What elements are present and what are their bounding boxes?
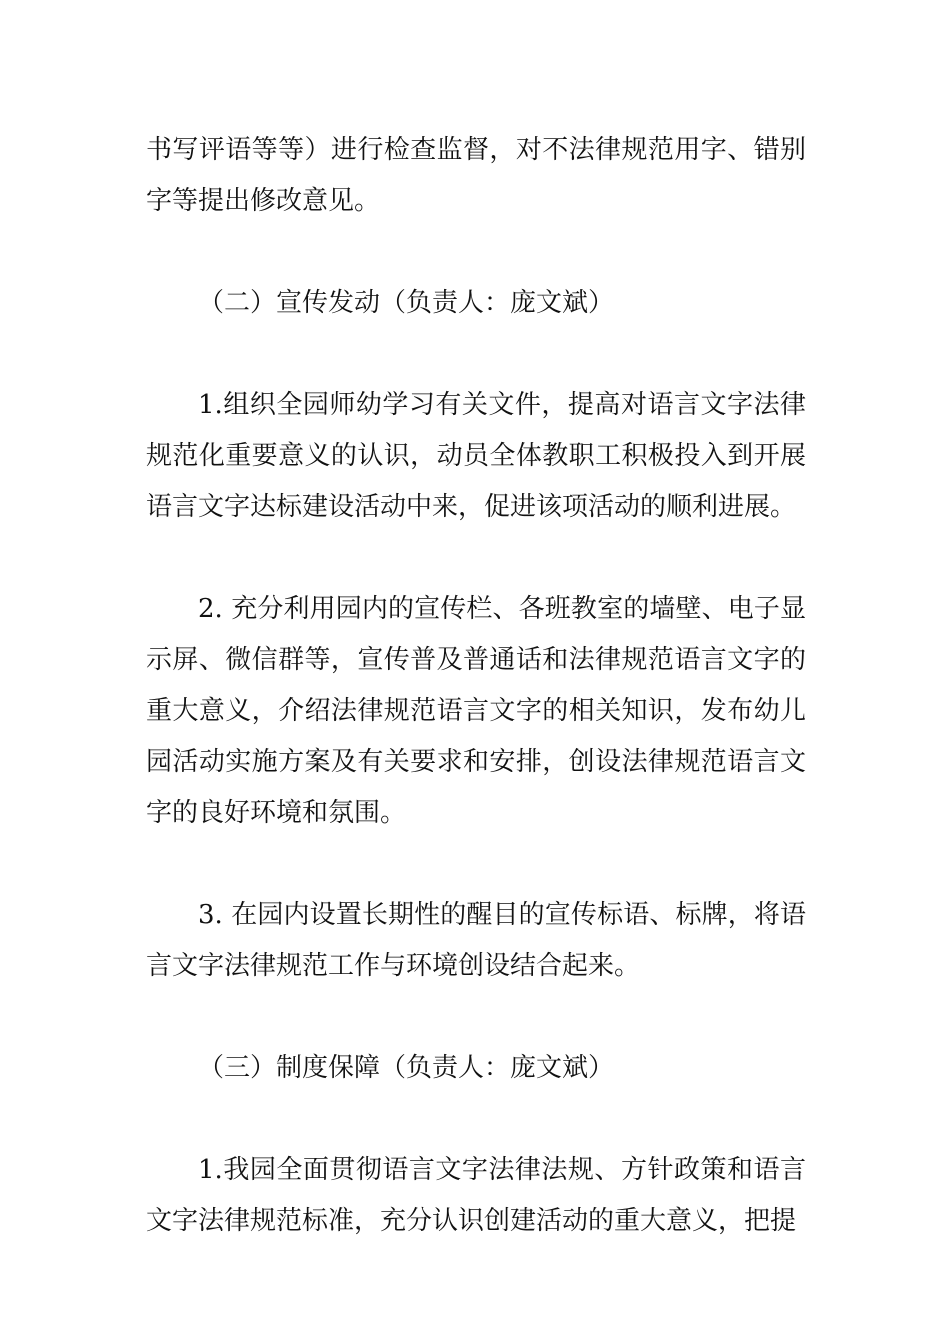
section-heading-system: （三）制度保障（负责人：庞文斌）	[198, 1053, 615, 1083]
paragraph-system-item-1: 1.我园全面贯彻语言文字法律法规、方针政策和语言文字法律规范标准，充分认识创建活动的重大意义，把提	[146, 1155, 806, 1236]
paragraph-item-1: 1.组织全园师幼学习有关文件，提高对语言文字法律规范化重要意义的认识，动员全体教职工积极投入到开展语言文字达标建设活动中来，促进该项活动的顺利进展。	[146, 390, 806, 522]
paragraph-item-3: 3. 在园内设置长期性的醒目的宣传标语、标牌，将语言文字法律规范工作与环境创设结合起来。	[146, 900, 806, 981]
paragraph-continuation: 书写评语等等）进行检查监督，对不法律规范用字、错别字等提出修改意见。	[146, 135, 806, 216]
document-body	[146, 125, 806, 1298]
section-heading-publicity: （二）宣传发动（负责人：庞文斌）	[198, 288, 615, 318]
paragraph-item-2: 2. 充分利用园内的宣传栏、各班教室的墙壁、电子显示屏、微信群等，宣传普及普通话和法律规范语言文字的重大意义，介绍法律规范语言文字的相关知识，发布幼儿园活动实施方案及有关要求和安排，创设法律规范语言文字的良好环境和氛围。	[146, 594, 806, 828]
